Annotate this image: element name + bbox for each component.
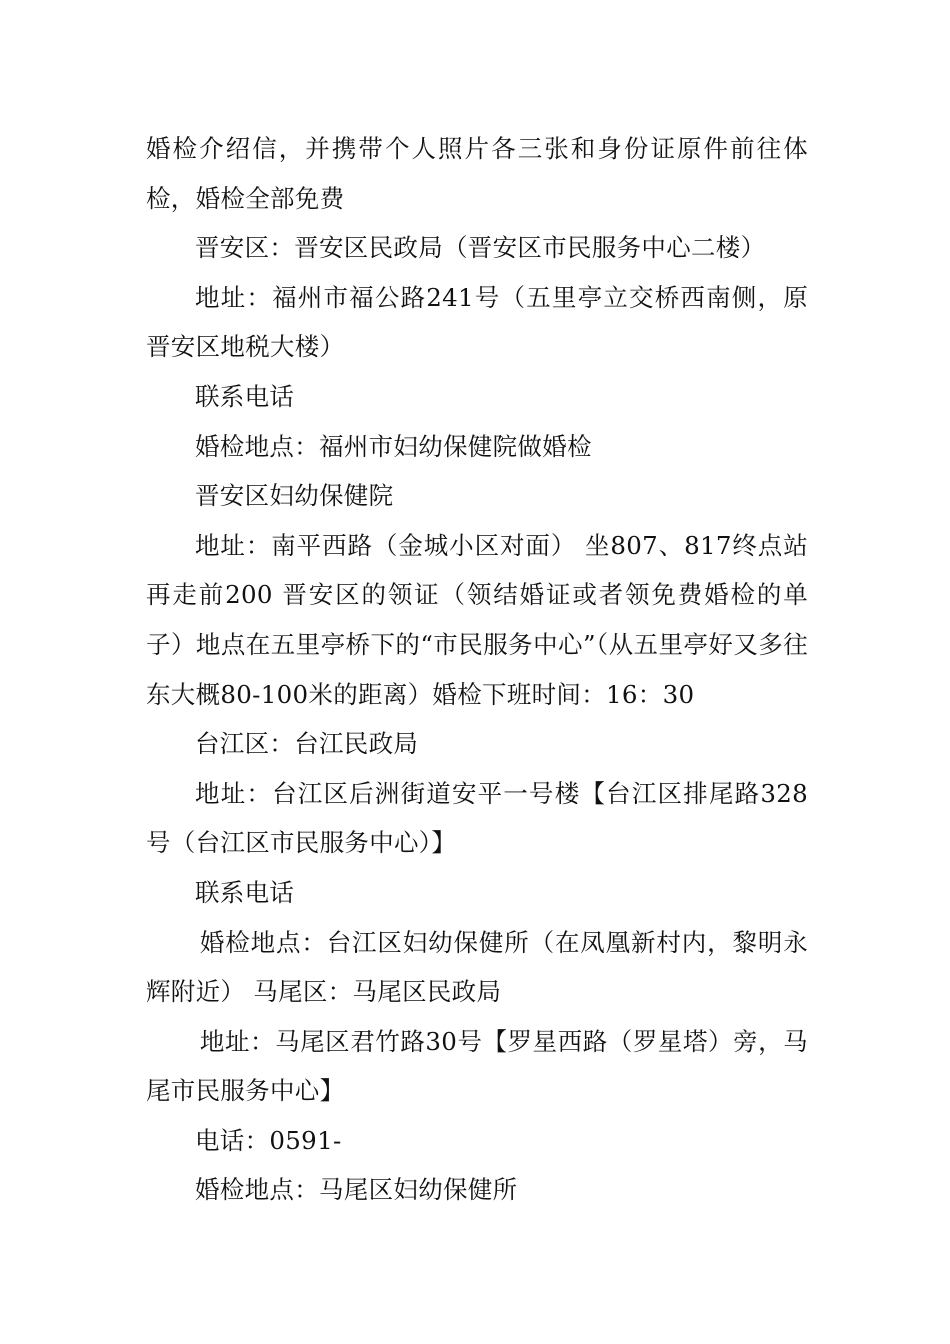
paragraph-taijiang-bureau: 台江区：台江民政局 xyxy=(195,729,419,759)
paragraph-jinan-phone: 联系电话 xyxy=(195,381,295,411)
paragraph-jinan-exam-site: 婚检地点：福州市妇幼保健院做婚检 xyxy=(195,431,592,461)
paragraph-taijiang-phone: 联系电话 xyxy=(195,877,295,907)
paragraph-taijiang-address: 地址：台江区后洲街道安平一号楼【台江区排尾路328号（台江区市民服务中心）】 xyxy=(146,778,808,858)
paragraph-jinan-hospital-address: 地址：南平西路（金城小区对面） 坐807、817终点站再走前200 晋安区的领证（领结婚证或者领免费婚检的单子）地点在五里亭桥下的“市民服务中心”（从五里亭好又多往东大概80-100米的距离）婚检下班时间：16：30 xyxy=(146,530,808,709)
paragraph-taijiang-exam-site: 婚检地点：台江区妇幼保健所（在凤凰新村内，黎明永辉附近） 马尾区：马尾区民政局 xyxy=(146,927,808,1007)
paragraph-intro: 婚检介绍信，并携带个人照片各三张和身份证原件前往体检，婚检全部免费 xyxy=(146,134,808,213)
paragraph-mawei-exam-site: 婚检地点：马尾区妇幼保健所 xyxy=(195,1175,518,1205)
paragraph-mawei-address: 地址：马尾区君竹路30号【罗星西路（罗星塔）旁，马尾市民服务中心】 xyxy=(146,1026,808,1106)
document-body xyxy=(146,124,808,1215)
paragraph-jinan-bureau: 晋安区：晋安区民政局（晋安区市民服务中心二楼） xyxy=(195,233,766,263)
paragraph-jinan-address: 地址：福州市福公路241号（五里亭立交桥西南侧，原晋安区地税大楼） xyxy=(146,282,808,362)
paragraph-jinan-hospital: 晋安区妇幼保健院 xyxy=(195,481,394,511)
paragraph-mawei-phone: 电话：0591- xyxy=(195,1125,342,1155)
